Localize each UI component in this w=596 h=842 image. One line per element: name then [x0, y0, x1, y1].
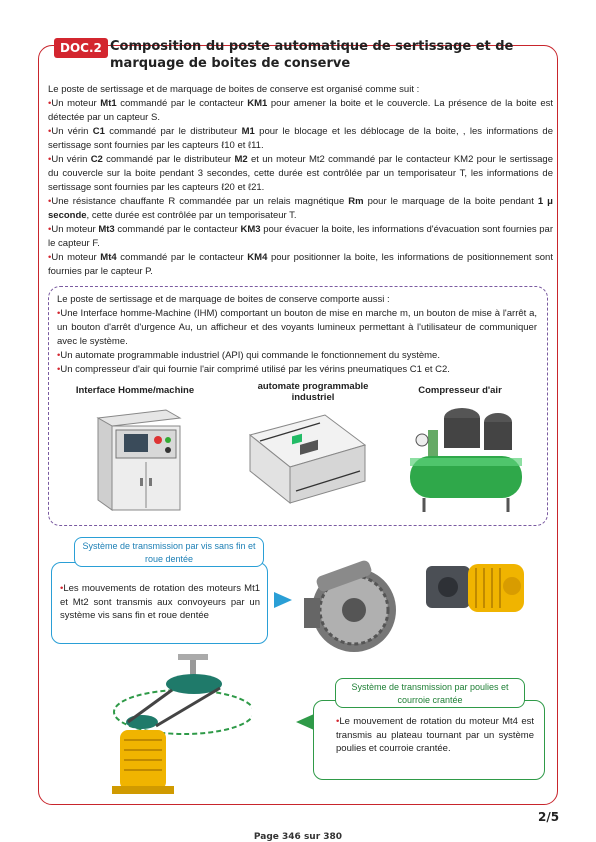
intro-item: •Un moteur Mt1 commandé par le contacteur KM1 pour amener la boite et le couvercle. La présence de la boite est détectée par un capteur S.	[48, 98, 553, 123]
doc-badge: DOC.2	[54, 38, 108, 58]
equipment-item: •Une Interface homme-Machine (IHM) comportant un bouton de mise en marche m, un bouton de mise à l'arrêt a, un bouton d'arrêt d'urgence Au, un afficheur et des voyants lumineux permettant à l'utilisateur de communiquer avec le système.	[57, 308, 537, 347]
doc-title-line2: marquage de boites de conserve	[110, 56, 351, 71]
transmission-pulley-text: •Le mouvement de rotation du moteur Mt4 est transmis au plateau tournant par un système poulies et courroie crantée.	[336, 716, 534, 754]
pulley-belt-image	[102, 650, 252, 800]
page-footer: Page 346 sur 380	[253, 832, 343, 842]
intro-item: •Un moteur Mt3 commandé par le contacteur KM3 pour évacuer la boite, les informations d'évacuation sont fournies par le capteur F.	[48, 224, 553, 249]
transmission-pulley-tag: Système de transmission par poulies et courroie crantée	[335, 678, 525, 708]
intro-section	[48, 83, 553, 279]
intro-item: •Une résistance chauffante R commandée par un relais magnétique Rm pour le marquage de la boite pendant 1 μ seconde, cette durée est contrôlée par un temporisateur T.	[48, 196, 553, 221]
equipment-item: •Un automate programmable industriel (API) qui commande le fonctionnement du système.	[57, 350, 440, 361]
equipment-lead: Le poste de sertissage et de marquage de boites de conserve comporte aussi :	[57, 294, 390, 305]
transmission-worm-tag: Système de transmission par vis sans fin et roue dentée	[74, 537, 264, 567]
intro-item: •Un moteur Mt4 commandé par le contacteur KM4 pour positionner la boite, les informations de positionnement sont fournies par le capteur P.	[48, 252, 553, 277]
equipment-text	[57, 293, 537, 377]
page-number: 2/5	[538, 810, 560, 824]
arrow-right-icon	[272, 590, 294, 610]
compressor-image	[400, 400, 530, 518]
hmi-cabinet-image	[88, 400, 188, 515]
intro-item: •Un vérin C2 commandé par le distributeur M2 et un moteur Mt2 commandé par le contacteur KM2 pour le sertissage du couvercle sur la boite pendant 3 secondes, cette durée est contrôlée par un temporisateur T, les informations de sertissage sont fournies par les capteurs ℓ20 et ℓ21.	[48, 154, 553, 193]
equipment-item: •Un compresseur d'air qui fournie l'air comprimé utilisé par les vérins pneumatiques C1 et C2.	[57, 364, 450, 375]
plc-image	[230, 405, 380, 515]
intro-lead: Le poste de sertissage et de marquage de boites de conserve est organisé comme suit :	[48, 84, 420, 95]
arrow-left-icon	[294, 712, 316, 732]
doc-title-line1: Composition du poste automatique de sertissage et de	[110, 39, 514, 54]
caption-ihm: Interface Homme/machine	[75, 385, 195, 396]
electric-motor-image	[420, 556, 532, 626]
transmission-worm-text: •Les mouvements de rotation des moteurs Mt1 et Mt2 sont transmis aux convoyeurs par un système vis sans fin et roue dentée	[60, 583, 260, 621]
caption-compressor: Compresseur d'air	[418, 385, 502, 396]
intro-item: •Un vérin C1 commandé par le distributeur M1 pour le blocage et les déblocage de la boite, , les informations de sertissage sont fournies par les capteurs ℓ10 et ℓ11.	[48, 126, 553, 151]
worm-gear-image	[296, 548, 406, 660]
doc-title	[110, 38, 530, 72]
caption-api: automate programmable industriel	[257, 381, 369, 403]
intro-list	[48, 97, 553, 279]
